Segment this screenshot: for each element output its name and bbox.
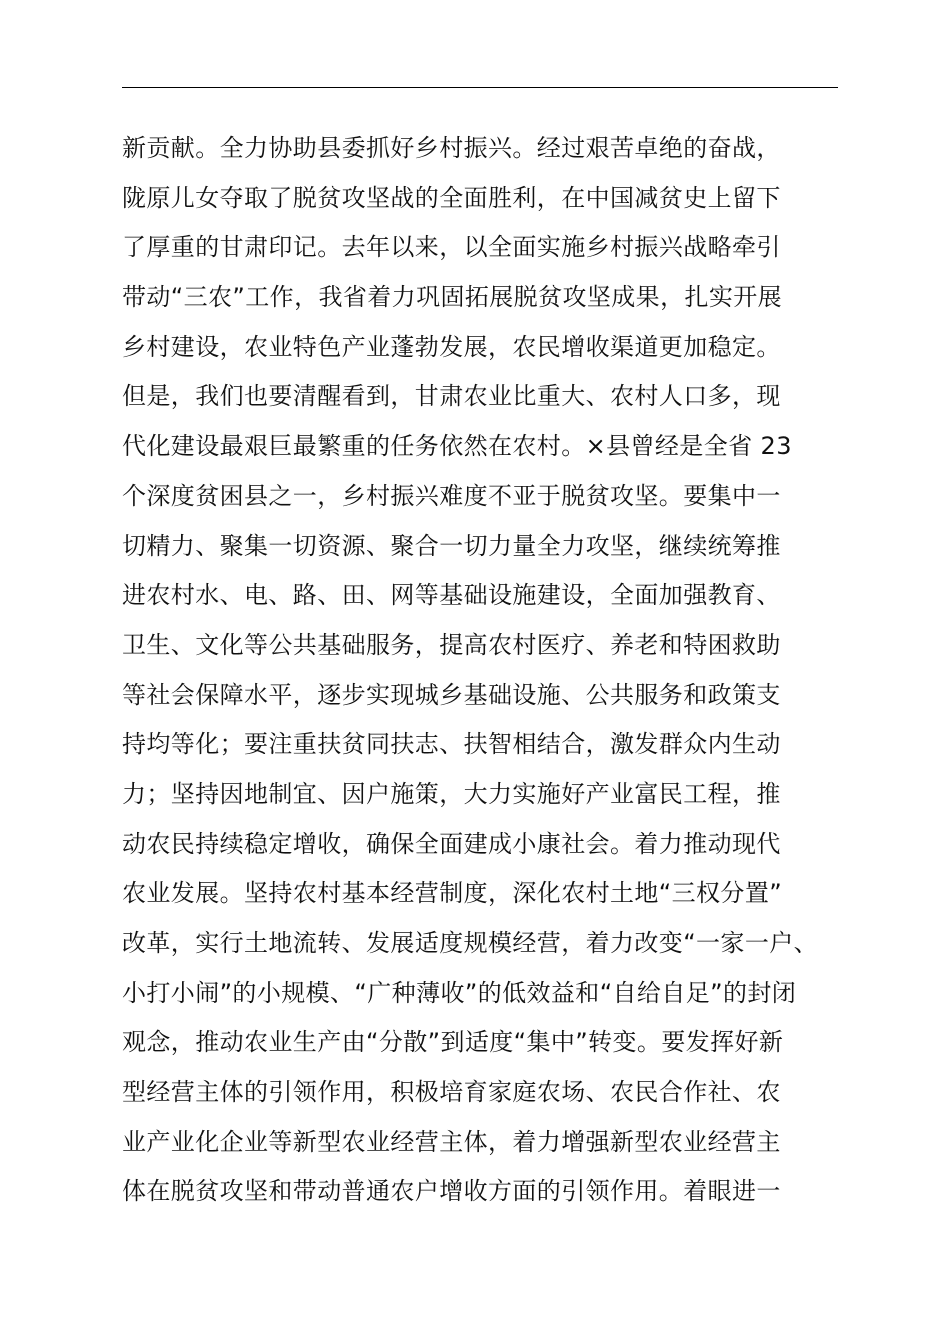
text-line: 业产业化企业等新型农业经营主体，着力增强新型农业经营主 — [122, 1127, 781, 1156]
text-line: 带动“三农”工作，我省着力巩固拓展脱贫攻坚成果，扎实开展 — [122, 283, 783, 312]
text-line: 改革，实行土地流转、发展适度规模经营，着力改变“一家一户、 — [122, 929, 819, 957]
text-line: 但是，我们也要清醒看到，甘肃农业比重大、农村人口多，现 — [122, 382, 781, 411]
header-rule — [122, 87, 838, 88]
text-line: 等社会保障水平，逐步实现城乡基础设施、公共服务和政策支 — [122, 680, 781, 709]
text-line: 持均等化；要注重扶贫同扶志、扶智相结合，激发群众内生动 — [122, 730, 781, 759]
text-line: 卫生、文化等公共基础服务，提高农村医疗、养老和特困救助 — [122, 630, 781, 659]
text-line: 型经营主体的引领作用，积极培育家庭农场、农民合作社、农 — [122, 1078, 781, 1107]
text-line: 观念，推动农业生产由“分散”到适度“集中”转变。要发挥好新 — [122, 1028, 784, 1057]
text-line: 陇原儿女夺取了脱贫攻坚战的全面胜利，在中国减贫史上留下 — [122, 183, 781, 212]
text-line: 体在脱贫攻坚和带动普通农户增收方面的引领作用。着眼进一 — [122, 1177, 781, 1206]
text-line: 切精力、聚集一切资源、聚合一切力量全力攻坚，继续统筹推 — [122, 531, 781, 560]
text-line: 小打小闹”的小规模、“广种薄收”的低效益和“自给自足”的封闭 — [122, 978, 797, 1007]
text-line: 代化建设最艰巨最繁重的任务依然在农村。×县曾经是全省 23 — [122, 432, 792, 461]
text-line: 个深度贫困县之一，乡村振兴难度不亚于脱贫攻坚。要集中一 — [122, 481, 781, 510]
text-line: 力；坚持因地制宜、因户施策，大力实施好产业富民工程，推 — [122, 779, 781, 808]
text-line: 农业发展。坚持农村基本经营制度，深化农村土地“三权分置” — [122, 879, 783, 908]
text-line: 了厚重的甘肃印记。去年以来，以全面实施乡村振兴战略牵引 — [122, 233, 781, 262]
text-line: 进农村水、电、路、田、网等基础设施建设，全面加强教育、 — [122, 581, 781, 610]
text-line: 乡村建设，农业特色产业蓬勃发展，农民增收渠道更加稳定。 — [122, 332, 781, 361]
text-line: 新贡献。全力协助县委抓好乡村振兴。经过艰苦卓绝的奋战， — [122, 134, 781, 162]
text-line: 动农民持续稳定增收，确保全面建成小康社会。着力推动现代 — [122, 829, 781, 858]
body-paragraph — [122, 124, 838, 1217]
